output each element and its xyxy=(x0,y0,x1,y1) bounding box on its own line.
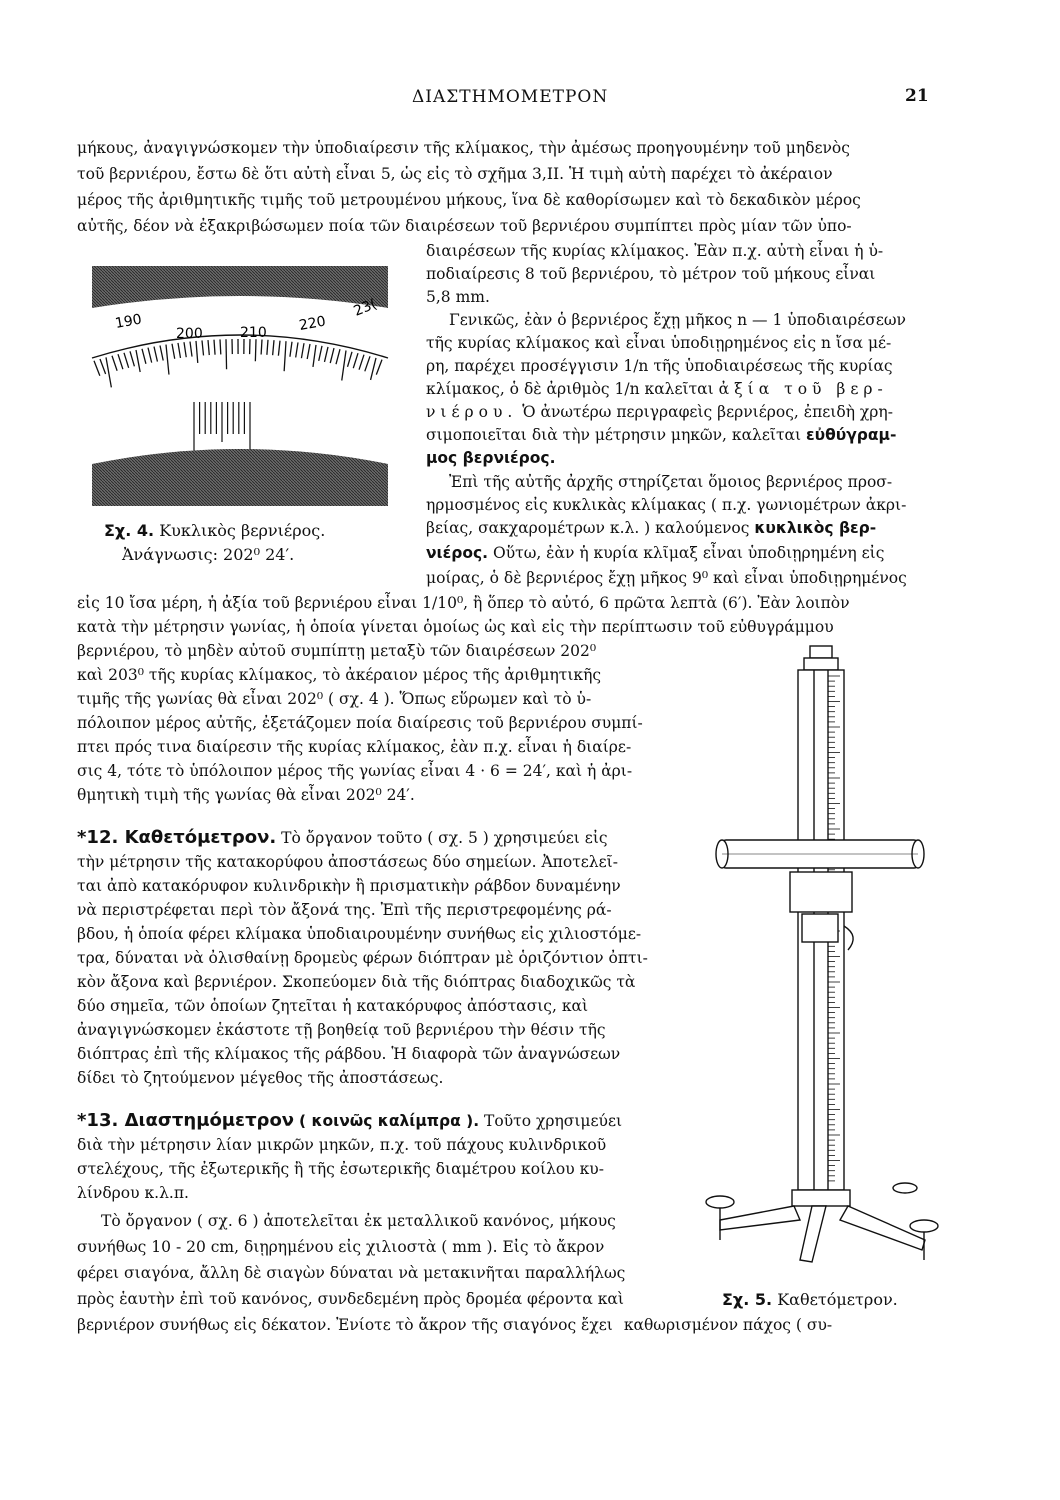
body-line: τὴν μέτρησιν τῆς κατακορύφου ἀποστάσεως δύο σημείων. Ἀποτελεῖ- xyxy=(77,853,618,871)
fig4-caption-text: Κυκλικὸς βερνιέρος. xyxy=(159,521,326,540)
body-line: λίνδρου κ.λ.π. xyxy=(77,1184,189,1202)
body-line: Τὸ ὄργανον ( σχ. 6 ) ἀποτελεῖται ἐκ μεταλλικοῦ κανόνος, μήκους xyxy=(101,1212,616,1230)
section-13-heading-paren: ( κοινῶς καλίμπρα ). xyxy=(299,1112,480,1130)
body-line: ἀναγιγνώσκομεν ἑκάστοτε τῇ βοηθείᾳ τοῦ βερνιέρου τὴν θέσιν τῆς xyxy=(77,1021,606,1039)
text-run: Ὁ ἀνωτέρω περιγραφεὶς βερνιέρος, ἐπειδὴ χρη- xyxy=(522,403,893,421)
term-bold: νιέρος. xyxy=(426,544,489,562)
fig4-scale-tick xyxy=(261,339,262,354)
body-line xyxy=(426,518,876,538)
fig5-caption xyxy=(722,1290,898,1309)
fig4-scale-tick xyxy=(160,346,163,361)
fig4-scale-tick xyxy=(307,344,310,359)
running-header-title: ΔΙΑΣΤΗΜΟΜΕΤΡΟΝ xyxy=(412,87,609,107)
fig5-top-cap xyxy=(804,658,838,670)
fig4-caption xyxy=(104,521,325,540)
fig4-caption-label: Σχ. 4. xyxy=(104,521,155,540)
fig5-leveling-screw xyxy=(893,1183,917,1193)
body-line xyxy=(426,543,884,563)
fig4-caption-reading: Ἀνάγνωσις: 202⁰ 24′. xyxy=(122,545,295,564)
fig4-scale-tick xyxy=(208,340,209,355)
body-line: καὶ 203⁰ τῆς κυρίας κλίμακος, τὸ ἀκέραιον μέρος τῆς ἀριθμητικῆς xyxy=(77,666,602,684)
fig5-tripod-leg-front xyxy=(800,1206,826,1262)
fig4-scale-tick xyxy=(214,340,215,355)
fig4-scale-tick xyxy=(296,342,298,357)
page-number: 21 xyxy=(905,86,929,106)
section-13-heading-line xyxy=(77,1109,622,1133)
fig4-scale-tick xyxy=(226,339,227,369)
fig4-scale-tick xyxy=(284,341,286,371)
fig5-leveling-screw xyxy=(706,1196,734,1208)
fig5-slider xyxy=(790,872,852,912)
fig5-base-collar xyxy=(792,1190,850,1206)
fig4-scale-tick xyxy=(142,349,146,364)
body-line: τοῦ βερνιέρου, ἔστω δὲ ὅτι αὐτὴ εἶναι 5, ὡς εἰς τὸ σχῆμα 3,ΙΙ. Ἡ τιμὴ αὐτὴ παρέχει τὸ ἀκέραιον xyxy=(77,165,833,183)
fig4-scale-tick xyxy=(330,348,334,363)
fig4-bottom-band xyxy=(92,449,388,506)
body-line: συνήθως 10 - 20 cm, διῃρημένου εἰς χιλιοστὰ ( mm ). Εἰς τὸ ἄκρον xyxy=(77,1238,605,1256)
fig5-tripod-leg-left xyxy=(720,1206,800,1230)
fig4-scale-tick xyxy=(136,350,140,372)
body-line: 5,8 mm. xyxy=(426,288,490,306)
fig4-scale-tick xyxy=(319,346,322,361)
fig4-scale-tick xyxy=(154,347,157,362)
term-bold: κυκλικὸς βερ- xyxy=(754,519,877,537)
body-line: Γενικῶς, ἐὰν ὁ βερνιέρος ἔχῃ μῆκος n — 1 ὑποδιαιρέσεων xyxy=(449,311,906,329)
fig4-scale-tick xyxy=(184,342,186,357)
fig4-scale-tick xyxy=(290,342,292,357)
body-line: τιμῆς τῆς γωνίας θὰ εἶναι 202⁰ ( σχ. 4 ). Ὅπως εὕρωμεν καὶ τὸ ὑ- xyxy=(77,690,592,708)
body-line: δίδει τὸ ζητούμενον μέγεθος τῆς ἀποστάσεως. xyxy=(77,1069,444,1087)
fig4-label-230: 23( xyxy=(351,296,380,320)
body-line: διαιρέσεων τῆς κυρίας κλίμακος. Ἐὰν π.χ. αὐτὴ εἶναι ἡ ὑ- xyxy=(426,242,884,260)
fig4-label-220: 220 xyxy=(297,313,328,334)
fig4-label-200: 200 xyxy=(176,326,203,342)
fig4-scale-tick xyxy=(118,354,123,369)
fig4-scale-tick xyxy=(273,340,274,355)
body-line: νὰ περιστρέφεται περὶ τὸν ἄξονά της. Ἐπὶ τῆς περιστρεφομένης ρά- xyxy=(77,901,612,919)
text-run: καθωρισμένον πάχος ( συ- xyxy=(623,1316,833,1334)
fig4-scale-tick xyxy=(124,353,129,368)
body-line: κατὰ τὴν μέτρησιν γωνίας, ἡ ὁποία γίνεται ὁμοίως ὡς καὶ εἰς τὴν περίπτωσιν τοῦ εὐθυγράμμου xyxy=(77,618,834,636)
fig4-scale-tick xyxy=(267,340,268,355)
body-line xyxy=(426,425,896,445)
text-run: Τὸ ὄργανον τοῦτο ( σχ. 5 ) χρησιμεύει εἰς xyxy=(281,829,608,847)
text-run: βερνιέρον συνήθως εἰς δέκατον. Ἐνίοτε τὸ ἄκρον τῆς σιαγόνος ἔχει xyxy=(77,1316,613,1334)
fig5-caption-text: Καθετόμετρον. xyxy=(777,1290,898,1309)
text-run: βείας, σακχαρομέτρων κ.λ. ) καλούμενος xyxy=(426,519,750,537)
fig4-scale-tick xyxy=(178,343,180,358)
body-line: βδου, ἡ ὁποία φέρει κλίμακα ὑποδιαιρουμένην συνήθως εἰς χιλιοστόμε- xyxy=(77,925,642,943)
emphasis-spaced: νιέρου. xyxy=(426,403,518,421)
term-bold: μος βερνιέρος. xyxy=(426,449,556,467)
text-run: Οὕτω, ἐὰν ἡ κυρία κλῖμαξ εἶναι ὑποδιῃρημένη εἰς xyxy=(492,544,885,562)
fig4-top-band xyxy=(92,266,388,308)
fig4-scale-tick xyxy=(376,360,382,375)
fig4-scale-tick xyxy=(220,339,221,354)
fig4-label-210: 210 xyxy=(240,325,267,341)
body-line: πτει πρός τινα διαίρεσιν τῆς κυρίας κλίμακος, ἐὰν π.χ. εἶναι ἡ διαίρε- xyxy=(77,738,632,756)
fig4-scale-tick xyxy=(196,341,198,363)
fig4-scale-tick xyxy=(313,345,316,367)
fig4-scale-tick xyxy=(94,361,100,376)
text-run: σιμοποιεῖται διὰ τὴν μέτρησιν μηκῶν, καλεῖται xyxy=(426,426,802,444)
body-line: σις 4, τότε τὸ ὑπόλοιπον μέρος τῆς γωνίας εἶναι 4 · 6 = 24′, καὶ ἡ ἀρι- xyxy=(77,762,633,780)
body-line: ρη, παρέχει προσέγγισιν 1/n τῆς ὑποδιαιρέσεως τῆς κυρίας xyxy=(426,357,893,375)
body-line xyxy=(426,379,888,399)
body-line: ται ἀπὸ κατακόρυφον κυλινδρικὴν ἢ πρισματικὴν ράβδον δυναμένην xyxy=(77,877,621,895)
body-line: διόπτρας ἐπὶ τῆς κλίμακος τῆς ράβδου. Ἡ διαφορὰ τῶν ἀναγνώσεων xyxy=(77,1045,621,1063)
body-line: διὰ τὴν μέτρησιν λίαν μικρῶν μηκῶν, π.χ. τοῦ πάχους κυλινδρικοῦ xyxy=(77,1136,607,1154)
fig5-cathetometer xyxy=(700,640,940,1280)
section-13-heading: *13. Διαστημόμετρον xyxy=(77,1110,295,1131)
fig4-scale-tick xyxy=(202,340,204,355)
fig4-scale-tick xyxy=(100,359,106,374)
body-line: μοίρας, ὁ δὲ βερνιέρος ἔχῃ μῆκος 9⁰ καὶ εἶναι ὑποδιῃρημένος xyxy=(426,569,907,587)
fig4-scale-tick xyxy=(365,356,370,371)
fig4-scale-tick xyxy=(342,350,346,380)
text-run: Τοῦτο χρησιμεύει xyxy=(484,1112,623,1130)
fig4-scale-tick xyxy=(148,348,152,363)
fig4-scale-tick xyxy=(172,344,175,359)
fig4-scale-tick xyxy=(359,355,364,370)
body-line: βερνιέρου, τὸ μηδὲν αὐτοῦ συμπίπτῃ μεταξὺ τῶν διαιρέσεων 202⁰ xyxy=(77,642,597,660)
body-line xyxy=(426,448,556,468)
body-line: αὐτῆς, δέον νὰ ἐξακριβώσωμεν ποία τῶν διαιρέσεων τοῦ βερνιέρου συμπίπτει πρὸς μίαν τῶν ὑπο- xyxy=(77,217,852,235)
fig4-scale-tick xyxy=(278,341,280,356)
body-line: τῆς κυρίας κλίμακος καὶ εἶναι ὑποδιῃρημένος εἰς n ἴσα μέ- xyxy=(426,334,892,352)
fig5-slider-screw xyxy=(844,926,853,950)
body-line xyxy=(426,402,893,422)
fig4-scale-tick xyxy=(371,358,376,380)
fig4-scale-tick xyxy=(255,339,256,361)
body-line: πόλοιπον μέρος αὐτῆς, ἐξετάζομεν ποία διαίρεσις τοῦ βερνιέρου συμπί- xyxy=(77,714,643,732)
fig5-slider-clamp xyxy=(802,914,838,942)
body-line: δύο σημεῖα, τῶν ὁποίων ζητεῖται ἡ κατακόρυφος ἀπόστασις, καὶ xyxy=(77,997,589,1015)
fig4-scale-tick xyxy=(112,356,117,371)
body-line: στελέχους, τῆς ἐξωτερικῆς ἢ τῆς ἐσωτερικῆς διαμέτρου κοίλου κυ- xyxy=(77,1160,604,1178)
fig4-scale-tick xyxy=(190,342,192,357)
fig4-scale-tick xyxy=(130,351,134,366)
fig4-scale-tick xyxy=(353,353,358,368)
fig4-label-190: 190 xyxy=(113,311,144,332)
fig5-leveling-screw xyxy=(910,1220,938,1232)
fig5-top-knob xyxy=(810,646,832,658)
fig5-caption-label: Σχ. 5. xyxy=(722,1290,773,1309)
fig4-scale-tick xyxy=(166,345,169,375)
body-line: φέρει σιαγόνα, ἄλλη δὲ σιαγὼν δύναται νὰ μετακινῆται παραλλήλως xyxy=(77,1264,626,1282)
term-bold: εὐθύγραμ- xyxy=(806,426,897,444)
body-line: κὸν ἄξονα καὶ βερνιέρον. Σκοπεύομεν διὰ τῆς διόπτρας διαδοχικῶς τὰ xyxy=(77,973,636,991)
body-line: ηρμοσμένος εἰς κυκλικὰς κλίμακας ( π.χ. γωνιομέτρων ἀκρι- xyxy=(426,496,907,514)
fig4-scale-tick xyxy=(324,347,328,362)
fig4-vernier-ticks xyxy=(194,402,250,452)
body-line: μήκους, ἀναγιγνώσκομεν τὴν ὑποδιαίρεσιν τῆς κλίμακος, τὴν ἀμέσως προηγουμένην τοῦ μηδενὸς xyxy=(77,139,850,157)
body-line: τρα, δύναται νὰ ὀλισθαίνῃ δρομεὺς φέρων διόπτραν μὲ ὁριζόντιον ὀπτι- xyxy=(77,949,648,967)
body-line: ποδιαίρεσις 8 τοῦ βερνιέρου, τὸ μέτρον τοῦ μήκους εἶναι xyxy=(426,265,876,283)
body-line xyxy=(77,1315,832,1335)
fig4-scale-tick xyxy=(348,352,352,367)
fig4-scale-tick xyxy=(301,343,304,358)
body-line: θμητικὴ τιμὴ τῆς γωνίας θὰ εἶναι 202⁰ 24′. xyxy=(77,786,415,804)
fig4-circular-vernier xyxy=(90,262,390,510)
section-12-heading: *12. Καθετόμετρον. xyxy=(77,827,277,848)
section-12-heading-line xyxy=(77,826,608,850)
body-line: μέρος τῆς ἀριθμητικῆς τιμῆς τοῦ μετρουμένου μήκους, ἵνα δὲ καθορίσωμεν καὶ τὸ δεκαδικὸν μέρος xyxy=(77,191,861,209)
body-line: Ἐπὶ τῆς αὐτῆς ἀρχῆς στηρίζεται ὅμοιος βερνιέρος προσ- xyxy=(449,473,893,491)
body-line: εἰς 10 ἴσα μέρη, ἡ ἀξία τοῦ βερνιέρου εἶναι 1/10⁰, ἢ ὅπερ τὸ αὐτό, 6 πρῶτα λεπτὰ (6′). Ἐὰν λοιπὸν xyxy=(77,594,850,612)
emphasis-spaced: ἀξία τοῦ βερ- xyxy=(718,380,888,398)
body-line: πρὸς ἑαυτὴν ἐπὶ τοῦ κανόνος, συνδεδεμένη πρὸς δρομέα φέροντα καὶ xyxy=(77,1290,624,1308)
fig4-scale-tick xyxy=(336,349,340,364)
text-run: κλίμακος, ὁ δὲ ἀριθμὸς 1/n καλεῖται xyxy=(426,380,714,398)
fig4-scale-tick xyxy=(106,357,111,387)
